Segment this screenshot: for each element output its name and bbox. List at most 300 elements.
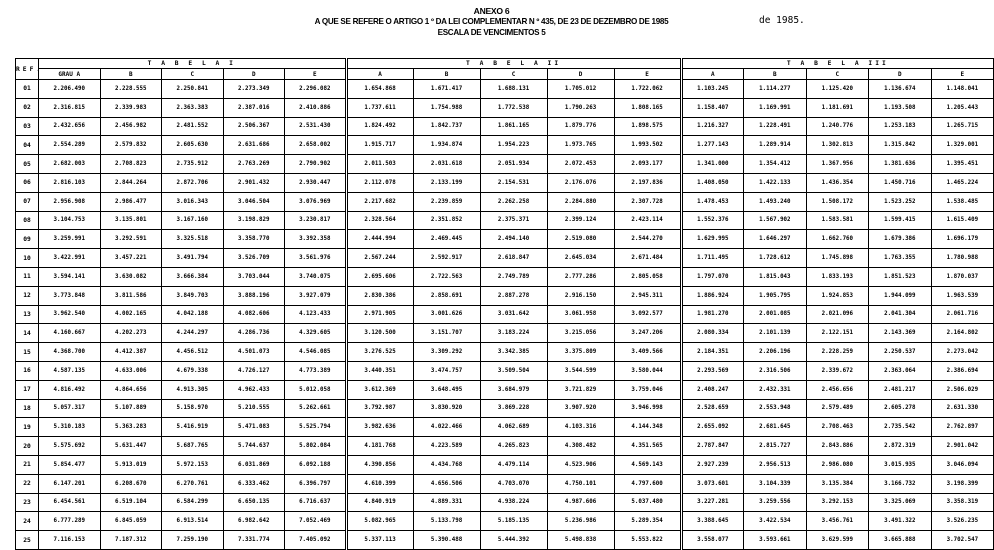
value-cell: 4.042.188	[162, 305, 224, 324]
value-cell: 4.840.919	[346, 493, 413, 512]
ref-cell: 13	[16, 305, 39, 324]
value-cell: 3.703.044	[223, 267, 285, 286]
value-cell: 5.498.838	[547, 531, 614, 550]
column-header: GRAU A	[39, 69, 101, 80]
value-cell: 3.962.540	[39, 305, 101, 324]
value-cell: 6.031.869	[223, 455, 285, 474]
ref-cell: 05	[16, 155, 39, 174]
value-cell: 4.434.768	[413, 455, 480, 474]
value-cell: 1.193.508	[869, 98, 932, 117]
value-cell: 2.051.934	[480, 155, 547, 174]
value-cell: 4.889.331	[413, 493, 480, 512]
value-cell: 2.901.432	[223, 173, 285, 192]
value-cell: 3.665.888	[869, 531, 932, 550]
value-cell: 5.082.965	[346, 512, 413, 531]
ref-cell: 12	[16, 286, 39, 305]
value-cell: 2.328.564	[346, 211, 413, 230]
ref-cell: 06	[16, 173, 39, 192]
value-cell: 4.962.433	[223, 380, 285, 399]
value-cell: 2.805.058	[614, 267, 681, 286]
value-cell: 2.872.706	[162, 173, 224, 192]
value-cell: 1.842.737	[413, 117, 480, 136]
value-cell: 6.845.059	[100, 512, 162, 531]
value-cell: 1.722.062	[614, 80, 681, 99]
value-cell: 2.481.217	[869, 380, 932, 399]
value-cell: 2.228.259	[806, 343, 869, 362]
value-cell: 5.553.822	[614, 531, 681, 550]
value-cell: 5.744.637	[223, 437, 285, 456]
value-cell: 4.703.070	[480, 474, 547, 493]
value-cell: 5.289.354	[614, 512, 681, 531]
value-cell: 4.987.606	[547, 493, 614, 512]
value-cell: 3.849.703	[162, 286, 224, 305]
value-cell: 2.154.531	[480, 173, 547, 192]
value-cell: 1.381.636	[869, 155, 932, 174]
value-cell: 2.930.447	[285, 173, 347, 192]
value-cell: 1.679.386	[869, 230, 932, 249]
value-cell: 3.594.141	[39, 267, 101, 286]
value-cell: 3.167.160	[162, 211, 224, 230]
value-cell: 2.618.847	[480, 249, 547, 268]
value-cell: 2.206.196	[744, 343, 807, 362]
ref-cell: 15	[16, 343, 39, 362]
value-cell: 3.457.221	[100, 249, 162, 268]
value-cell: 2.432.331	[744, 380, 807, 399]
value-cell: 2.567.244	[346, 249, 413, 268]
value-cell: 3.526.235	[931, 512, 994, 531]
value-cell: 2.206.490	[39, 80, 101, 99]
value-cell: 3.135.384	[806, 474, 869, 493]
value-cell: 7.259.190	[162, 531, 224, 550]
value-cell: 2.658.002	[285, 136, 347, 155]
value-cell: 4.390.856	[346, 455, 413, 474]
value-cell: 2.339.983	[100, 98, 162, 117]
value-cell: 3.151.707	[413, 324, 480, 343]
ref-cell: 01	[16, 80, 39, 99]
ref-cell: 24	[16, 512, 39, 531]
value-cell: 1.924.853	[806, 286, 869, 305]
column-header: D	[223, 69, 285, 80]
value-cell: 5.802.084	[285, 437, 347, 456]
value-cell: 3.073.601	[681, 474, 744, 493]
value-cell: 2.423.114	[614, 211, 681, 230]
value-cell: 3.104.753	[39, 211, 101, 230]
column-header: C	[162, 69, 224, 80]
value-cell: 6.584.299	[162, 493, 224, 512]
value-cell: 2.273.349	[223, 80, 285, 99]
value-cell: 4.797.600	[614, 474, 681, 493]
table-row	[16, 267, 994, 286]
value-cell: 3.440.351	[346, 361, 413, 380]
value-cell: 3.358.319	[931, 493, 994, 512]
value-cell: 1.772.538	[480, 98, 547, 117]
value-cell: 1.808.165	[614, 98, 681, 117]
value-cell: 3.046.504	[223, 192, 285, 211]
value-cell: 1.422.133	[744, 173, 807, 192]
value-cell: 3.292.591	[100, 230, 162, 249]
value-cell: 4.223.589	[413, 437, 480, 456]
value-cell: 2.681.645	[744, 418, 807, 437]
value-cell: 4.587.135	[39, 361, 101, 380]
value-cell: 4.816.492	[39, 380, 101, 399]
value-cell: 2.250.841	[162, 80, 224, 99]
ref-cell: 02	[16, 98, 39, 117]
group-header-tabela-2: T A B E L A II	[346, 59, 681, 69]
value-cell: 4.160.667	[39, 324, 101, 343]
value-cell: 3.474.757	[413, 361, 480, 380]
value-cell: 3.076.969	[285, 192, 347, 211]
table-row	[16, 249, 994, 268]
value-cell: 3.702.547	[931, 531, 994, 550]
table-row	[16, 211, 994, 230]
value-cell: 7.405.092	[285, 531, 347, 550]
value-cell: 2.031.618	[413, 155, 480, 174]
table-row	[16, 173, 994, 192]
value-cell: 2.858.691	[413, 286, 480, 305]
ref-cell: 25	[16, 531, 39, 550]
table-row	[16, 361, 994, 380]
value-cell: 7.052.469	[285, 512, 347, 531]
ref-cell: 04	[16, 136, 39, 155]
table-row	[16, 117, 994, 136]
value-cell: 1.737.611	[346, 98, 413, 117]
value-cell: 5.337.113	[346, 531, 413, 550]
value-cell: 2.749.789	[480, 267, 547, 286]
value-cell: 2.844.264	[100, 173, 162, 192]
value-cell: 4.329.605	[285, 324, 347, 343]
value-cell: 1.973.765	[547, 136, 614, 155]
value-cell: 3.558.077	[681, 531, 744, 550]
value-cell: 4.938.224	[480, 493, 547, 512]
value-cell: 2.444.994	[346, 230, 413, 249]
value-cell: 2.481.552	[162, 117, 224, 136]
annex-title: ANEXO 6	[473, 6, 510, 16]
value-cell: 3.830.920	[413, 399, 480, 418]
value-cell: 4.569.143	[614, 455, 681, 474]
value-cell: 2.790.902	[285, 155, 347, 174]
value-cell: 3.740.075	[285, 267, 347, 286]
ref-cell: 03	[16, 117, 39, 136]
value-cell: 2.645.034	[547, 249, 614, 268]
ref-cell: 16	[16, 361, 39, 380]
value-cell: 1.205.443	[931, 98, 994, 117]
value-cell: 4.546.085	[285, 343, 347, 362]
value-cell: 3.358.770	[223, 230, 285, 249]
value-cell: 3.001.626	[413, 305, 480, 324]
value-cell: 1.711.495	[681, 249, 744, 268]
value-cell: 4.202.273	[100, 324, 162, 343]
column-header: B	[413, 69, 480, 80]
value-cell: 3.629.599	[806, 531, 869, 550]
value-cell: 1.367.956	[806, 155, 869, 174]
value-cell: 5.687.765	[162, 437, 224, 456]
value-cell: 1.963.539	[931, 286, 994, 305]
value-cell: 2.971.905	[346, 305, 413, 324]
value-cell: 3.648.495	[413, 380, 480, 399]
value-cell: 2.735.542	[869, 418, 932, 437]
column-header: E	[614, 69, 681, 80]
value-cell: 7.331.774	[223, 531, 285, 550]
value-cell: 2.011.503	[346, 155, 413, 174]
value-cell: 2.956.908	[39, 192, 101, 211]
value-cell: 1.465.224	[931, 173, 994, 192]
value-cell: 3.630.082	[100, 267, 162, 286]
value-cell: 3.409.566	[614, 343, 681, 362]
group-header-tabela-3: T A B E L A III	[681, 59, 994, 69]
value-cell: 4.002.165	[100, 305, 162, 324]
value-cell: 2.339.672	[806, 361, 869, 380]
table-row	[16, 136, 994, 155]
ref-cell: 07	[16, 192, 39, 211]
value-cell: 2.506.367	[223, 117, 285, 136]
value-cell: 3.166.732	[869, 474, 932, 493]
value-cell: 4.726.127	[223, 361, 285, 380]
value-cell: 1.253.183	[869, 117, 932, 136]
value-cell: 1.136.674	[869, 80, 932, 99]
value-cell: 2.432.656	[39, 117, 101, 136]
value-cell: 3.215.056	[547, 324, 614, 343]
value-cell: 2.671.484	[614, 249, 681, 268]
value-cell: 2.363.383	[162, 98, 224, 117]
value-cell: 2.872.319	[869, 437, 932, 456]
value-cell: 1.705.012	[547, 80, 614, 99]
value-cell: 2.122.151	[806, 324, 869, 343]
value-cell: 2.843.886	[806, 437, 869, 456]
value-cell: 1.954.223	[480, 136, 547, 155]
group-header-tabela-1: T A B E L A I	[39, 59, 347, 69]
column-header: A	[346, 69, 413, 80]
ref-cell: 11	[16, 267, 39, 286]
value-cell: 2.777.286	[547, 267, 614, 286]
value-cell: 6.396.797	[285, 474, 347, 493]
value-cell: 3.198.399	[931, 474, 994, 493]
table-row	[16, 455, 994, 474]
ref-cell: 19	[16, 418, 39, 437]
value-cell: 2.316.506	[744, 361, 807, 380]
value-cell: 3.392.358	[285, 230, 347, 249]
value-cell: 2.494.140	[480, 230, 547, 249]
value-cell: 2.375.371	[480, 211, 547, 230]
value-cell: 2.410.886	[285, 98, 347, 117]
value-cell: 3.907.920	[547, 399, 614, 418]
ref-cell: 10	[16, 249, 39, 268]
value-cell: 1.341.000	[681, 155, 744, 174]
value-cell: 3.792.987	[346, 399, 413, 418]
value-cell: 2.061.716	[931, 305, 994, 324]
value-cell: 2.408.247	[681, 380, 744, 399]
value-cell: 4.308.482	[547, 437, 614, 456]
value-cell: 3.135.801	[100, 211, 162, 230]
value-cell: 1.395.451	[931, 155, 994, 174]
value-cell: 2.112.078	[346, 173, 413, 192]
value-cell: 2.592.917	[413, 249, 480, 268]
value-cell: 5.012.058	[285, 380, 347, 399]
value-cell: 4.610.399	[346, 474, 413, 493]
value-cell: 2.456.656	[806, 380, 869, 399]
value-cell: 2.316.815	[39, 98, 101, 117]
value-cell: 2.708.463	[806, 418, 869, 437]
value-cell: 1.944.099	[869, 286, 932, 305]
value-cell: 3.325.518	[162, 230, 224, 249]
value-cell: 2.506.029	[931, 380, 994, 399]
value-cell: 2.387.016	[223, 98, 285, 117]
value-cell: 4.523.906	[547, 455, 614, 474]
value-cell: 4.750.101	[547, 474, 614, 493]
value-cell: 4.368.700	[39, 343, 101, 362]
value-cell: 3.491.794	[162, 249, 224, 268]
value-cell: 2.041.304	[869, 305, 932, 324]
value-cell: 7.116.153	[39, 531, 101, 550]
value-cell: 5.575.692	[39, 437, 101, 456]
value-cell: 3.869.228	[480, 399, 547, 418]
value-cell: 2.695.606	[346, 267, 413, 286]
value-cell: 4.103.316	[547, 418, 614, 437]
value-cell: 3.292.153	[806, 493, 869, 512]
value-cell: 6.650.135	[223, 493, 285, 512]
value-cell: 1.646.297	[744, 230, 807, 249]
value-cell: 1.538.485	[931, 192, 994, 211]
value-cell: 2.816.103	[39, 173, 101, 192]
value-cell: 3.276.525	[346, 343, 413, 362]
value-cell: 6.270.761	[162, 474, 224, 493]
value-cell: 4.022.466	[413, 418, 480, 437]
value-cell: 5.390.488	[413, 531, 480, 550]
value-cell: 1.493.240	[744, 192, 807, 211]
salary-scale-title: ESCALA DE VENCIMENTOS 5	[437, 28, 546, 37]
value-cell: 3.561.976	[285, 249, 347, 268]
value-cell: 2.531.430	[285, 117, 347, 136]
value-cell: 6.147.201	[39, 474, 101, 493]
table-row	[16, 343, 994, 362]
value-cell: 1.615.409	[931, 211, 994, 230]
value-cell: 3.388.645	[681, 512, 744, 531]
value-cell: 2.787.847	[681, 437, 744, 456]
value-cell: 5.107.889	[100, 399, 162, 418]
value-cell: 1.898.575	[614, 117, 681, 136]
value-cell: 3.247.206	[614, 324, 681, 343]
value-cell: 2.735.912	[162, 155, 224, 174]
value-cell: 3.259.991	[39, 230, 101, 249]
table-row	[16, 531, 994, 550]
value-cell: 5.057.317	[39, 399, 101, 418]
table-row	[16, 399, 994, 418]
value-cell: 3.325.069	[869, 493, 932, 512]
value-cell: 2.228.555	[100, 80, 162, 99]
value-cell: 2.815.727	[744, 437, 807, 456]
value-cell: 2.528.659	[681, 399, 744, 418]
value-cell: 2.293.569	[681, 361, 744, 380]
value-cell: 1.216.327	[681, 117, 744, 136]
value-cell: 6.777.289	[39, 512, 101, 531]
value-cell: 5.972.153	[162, 455, 224, 474]
value-cell: 6.913.514	[162, 512, 224, 531]
value-cell: 1.408.050	[681, 173, 744, 192]
value-cell: 1.329.001	[931, 136, 994, 155]
value-cell: 4.913.305	[162, 380, 224, 399]
value-cell: 2.351.852	[413, 211, 480, 230]
value-cell: 1.103.245	[681, 80, 744, 99]
value-cell: 3.666.384	[162, 267, 224, 286]
value-cell: 3.422.534	[744, 512, 807, 531]
value-cell: 2.363.064	[869, 361, 932, 380]
value-cell: 5.525.794	[285, 418, 347, 437]
value-cell: 3.015.935	[869, 455, 932, 474]
value-cell: 3.259.556	[744, 493, 807, 512]
value-cell: 2.631.686	[223, 136, 285, 155]
value-cell: 6.208.670	[100, 474, 162, 493]
value-cell: 3.422.991	[39, 249, 101, 268]
value-cell: 1.302.813	[806, 136, 869, 155]
value-cell: 5.471.083	[223, 418, 285, 437]
value-cell: 1.114.277	[744, 80, 807, 99]
annex-subtitle: A QUE SE REFERE O ARTIGO 1 º DA LEI COMPLEMENTAR N º 435, DE 23 DE DEZEMBRO DE 1985	[314, 17, 669, 26]
ref-cell: 09	[16, 230, 39, 249]
value-cell: 1.915.717	[346, 136, 413, 155]
value-cell: 1.797.070	[681, 267, 744, 286]
value-cell: 3.927.079	[285, 286, 347, 305]
value-cell: 1.790.263	[547, 98, 614, 117]
value-cell: 2.176.076	[547, 173, 614, 192]
column-header: E	[285, 69, 347, 80]
value-cell: 4.412.387	[100, 343, 162, 362]
value-cell: 2.605.278	[869, 399, 932, 418]
column-header: D	[547, 69, 614, 80]
value-cell: 1.523.252	[869, 192, 932, 211]
table-row	[16, 493, 994, 512]
value-cell: 2.386.694	[931, 361, 994, 380]
value-cell: 2.986.477	[100, 192, 162, 211]
value-cell: 1.450.716	[869, 173, 932, 192]
value-cell: 2.519.080	[547, 230, 614, 249]
salary-table	[15, 58, 994, 550]
value-cell: 4.351.565	[614, 437, 681, 456]
ref-header: REF.	[16, 59, 39, 80]
value-cell: 1.315.842	[869, 136, 932, 155]
column-header: C	[806, 69, 869, 80]
value-cell: 2.830.386	[346, 286, 413, 305]
value-cell: 5.210.555	[223, 399, 285, 418]
value-cell: 5.236.986	[547, 512, 614, 531]
table-row	[16, 474, 994, 493]
value-cell: 2.093.177	[614, 155, 681, 174]
value-cell: 6.519.104	[100, 493, 162, 512]
column-header: D	[869, 69, 932, 80]
value-cell: 6.333.462	[223, 474, 285, 493]
value-cell: 3.759.046	[614, 380, 681, 399]
value-cell: 2.901.042	[931, 437, 994, 456]
value-cell: 1.599.415	[869, 211, 932, 230]
value-cell: 7.187.312	[100, 531, 162, 550]
value-cell: 2.469.445	[413, 230, 480, 249]
table-row	[16, 418, 994, 437]
value-cell: 2.956.513	[744, 455, 807, 474]
value-cell: 2.080.334	[681, 324, 744, 343]
value-cell: 2.579.489	[806, 399, 869, 418]
column-header: C	[480, 69, 547, 80]
value-cell: 2.284.880	[547, 192, 614, 211]
value-cell: 1.436.354	[806, 173, 869, 192]
value-cell: 4.633.006	[100, 361, 162, 380]
value-cell: 3.580.044	[614, 361, 681, 380]
value-cell: 1.181.691	[806, 98, 869, 117]
value-cell: 1.886.924	[681, 286, 744, 305]
value-cell: 6.716.637	[285, 493, 347, 512]
value-cell: 3.811.586	[100, 286, 162, 305]
value-cell: 3.183.224	[480, 324, 547, 343]
value-cell: 2.307.728	[614, 192, 681, 211]
value-cell: 2.001.085	[744, 305, 807, 324]
value-cell: 2.544.270	[614, 230, 681, 249]
